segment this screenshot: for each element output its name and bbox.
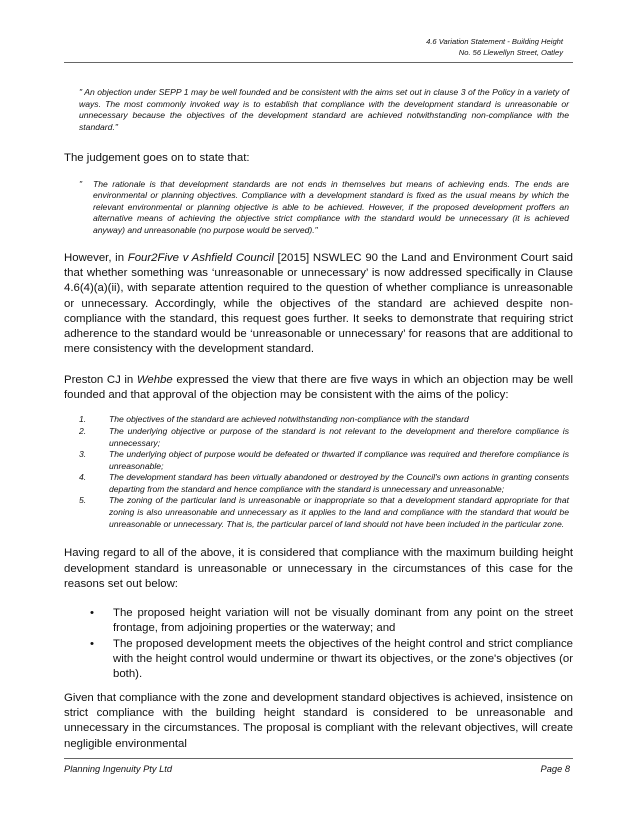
header-title: 4.6 Variation Statement - Building Height — [426, 37, 563, 46]
item-number: 1. — [79, 414, 87, 425]
para3-pre: Preston CJ in — [64, 373, 137, 386]
header-rule — [64, 62, 573, 63]
paragraph-wehbe — [64, 373, 573, 404]
list-item — [79, 426, 569, 449]
para2-pre: However, in — [64, 251, 128, 264]
list-item — [79, 472, 569, 495]
case-four2five: Four2Five v Ashfield Council — [127, 251, 274, 264]
page-content — [64, 87, 573, 752]
wehbe-ways-list — [64, 414, 573, 530]
item-number: 4. — [79, 472, 87, 483]
page-header — [426, 37, 563, 58]
reasons-list — [64, 606, 573, 682]
item-text: The underlying objective or purpose of the standard is not relevant to the development and therefore compliance is unnecessary; — [109, 425, 569, 448]
quote-sepp1: " An objection under SEPP 1 may be well founded and be consistent with the aims set out in clause 3 of the Policy in a variety of ways. The most commonly invoked way is to establish that compliance with the development standard is unreasonable or unnecessary because the objectives of the development standard are achieved notwithstanding non-compliance with the standard." — [79, 87, 569, 132]
header-address: No. 56 Llewellyn Street, Oatley — [458, 47, 563, 57]
bullet-icon: • — [90, 607, 94, 620]
paragraph-regard: Having regard to all of the above, it is considered that compliance with the maximum building height development standard is unreasonable or unnecessary in the circumstances of this case for the reasons set out below: — [64, 547, 573, 590]
item-text: The proposed development meets the objectives of the height control and strict compliance with the height control would undermine or thwart its objectives, or the zone's objectives (or both). — [113, 637, 573, 681]
quote-rationale — [79, 179, 569, 237]
para3-post: expressed the view that there are five ways in which an objection may be well founded and that approval of the objection may be consistent with the aims of the policy: — [64, 373, 573, 402]
paragraph-judgement: The judgement goes on to state that: — [64, 152, 250, 165]
item-number: 3. — [79, 449, 87, 460]
list-item — [79, 414, 569, 426]
footer-page-number: Page 8 — [540, 764, 570, 774]
list-item — [64, 637, 573, 683]
list-item — [79, 495, 569, 530]
paragraph-four2five — [64, 251, 573, 358]
case-wehbe: Wehbe — [136, 373, 173, 386]
bullet-icon: • — [90, 637, 94, 650]
paragraph-conclusion: Given that compliance with the zone and development standard objectives is achieved, insistence on strict compliance with the building height standard is considered to be unreasonable and unnecessary in the circumstances. The proposal is compliant with the relevant objectives, will create negligible environmental — [64, 691, 573, 750]
item-text: The underlying object of purpose would be defeated or thwarted if compliance was required and therefore compliance is unreasonable; — [109, 449, 569, 471]
quote-mark: " — [79, 178, 83, 189]
quote-rationale-text: The rationale is that development standards are not ends in themselves but means of achieving ends. The ends are environmental or planning objectives. Compliance with a development standard is fixed as the usual means by which the relevant environmental or planning objective is able to be achieved. However, if the proposed development proffers an alternative means of achieving the objective strict compliance with the standard would be unnecessary (it is achieved anyway) and unreasonable (no purpose would be served)." — [93, 178, 569, 236]
item-text: The proposed height variation will not be visually dominant from any point on the street frontage, from adjoining properties or the waterway; and — [113, 607, 573, 635]
para2-post: [2015] NSWLEC 90 the Land and Environment Court said that whether something was ‘unreasonable or unnecessary’ is now addressed specifically in Clause 4.6(4)(a)(ii), with separate attention required to the question of whether compliance is unreasonable or unnecessary. Accordingly, while the objectives of the standard are achieved despite non-compliance with the standard, this request goes further. It seeks to demonstrate that requiring strict adherence to the standard would be ‘unreasonable or unnecessary’ for reasons that are additional to mere consistency with the development standard. — [64, 251, 573, 356]
footer-company: Planning Ingenuity Pty Ltd — [64, 764, 173, 774]
item-text: The objectives of the standard are achieved notwithstanding non-compliance with the standard — [109, 414, 469, 425]
list-item — [79, 449, 569, 472]
item-number: 2. — [79, 425, 87, 436]
item-text: The development standard has been virtually abandoned or destroyed by the Council's own actions in granting consents departing from the standard and hence compliance with the standard is unnecessary and unreasonable; — [109, 472, 569, 494]
list-item — [64, 606, 573, 637]
item-number: 5. — [79, 495, 87, 506]
footer-rule — [64, 758, 573, 759]
item-text: The zoning of the particular land is unreasonable or inappropriate so that a development standard appropriate for that zoning is also unreasonable and unnecessary as it applies to the land and compliance with the standard that would be unreasonable or unnecessary. That is, the particular parcel of land should not have been included in the particular zone. — [109, 495, 569, 529]
